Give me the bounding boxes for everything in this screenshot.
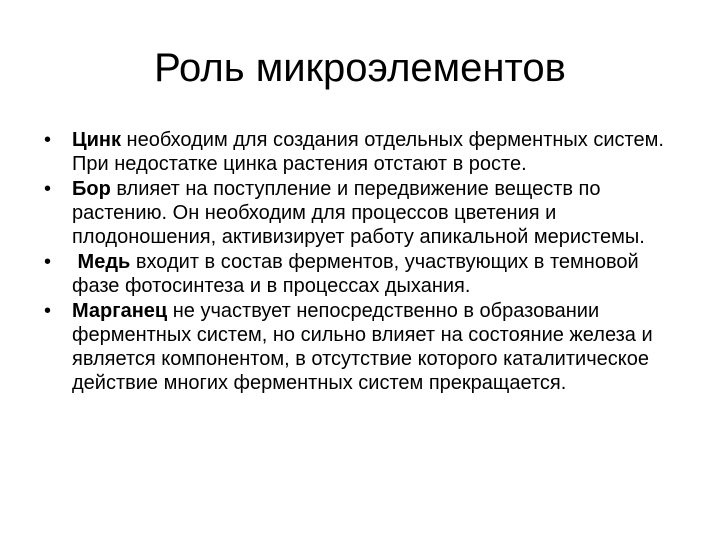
bullet-item-zinc xyxy=(44,128,684,176)
bullet-term: Цинк xyxy=(72,129,121,151)
slide-title: Роль микроэлементов xyxy=(154,46,566,90)
bullet-item-copper xyxy=(44,250,684,298)
bullet-text: входит в состав ферментов, участвующих в темновой фазе фотосинтеза и в процессах дыхания. xyxy=(72,251,639,297)
bullet-marker: • xyxy=(44,129,52,151)
bullet-text: не участвует непосредственно в образовании ферментных систем, но сильно влияет на состояние железа и является компонентом, в отсутствие которого каталитическое действие многих ферментных систем прекращается. xyxy=(72,300,653,394)
bullet-marker: • xyxy=(44,300,52,322)
bullet-item-manganese xyxy=(44,299,684,395)
bullet-term: Бор xyxy=(72,178,111,200)
bullet-marker: • xyxy=(44,178,52,200)
bullet-text: необходим для создания отдельных ферментных систем. При недостатке цинка растения отстают в росте. xyxy=(72,129,664,175)
bullet-item-boron xyxy=(44,177,684,249)
bullet-text: влияет на поступление и передвижение веществ по растению. Он необходим для процессов цветения и плодоношения, активизирует работу апикальной меристемы. xyxy=(72,178,645,248)
bullet-term: Медь xyxy=(72,251,131,273)
bullet-list xyxy=(44,128,684,396)
bullet-term: Марганец xyxy=(72,300,168,322)
bullet-marker: • xyxy=(44,251,52,273)
